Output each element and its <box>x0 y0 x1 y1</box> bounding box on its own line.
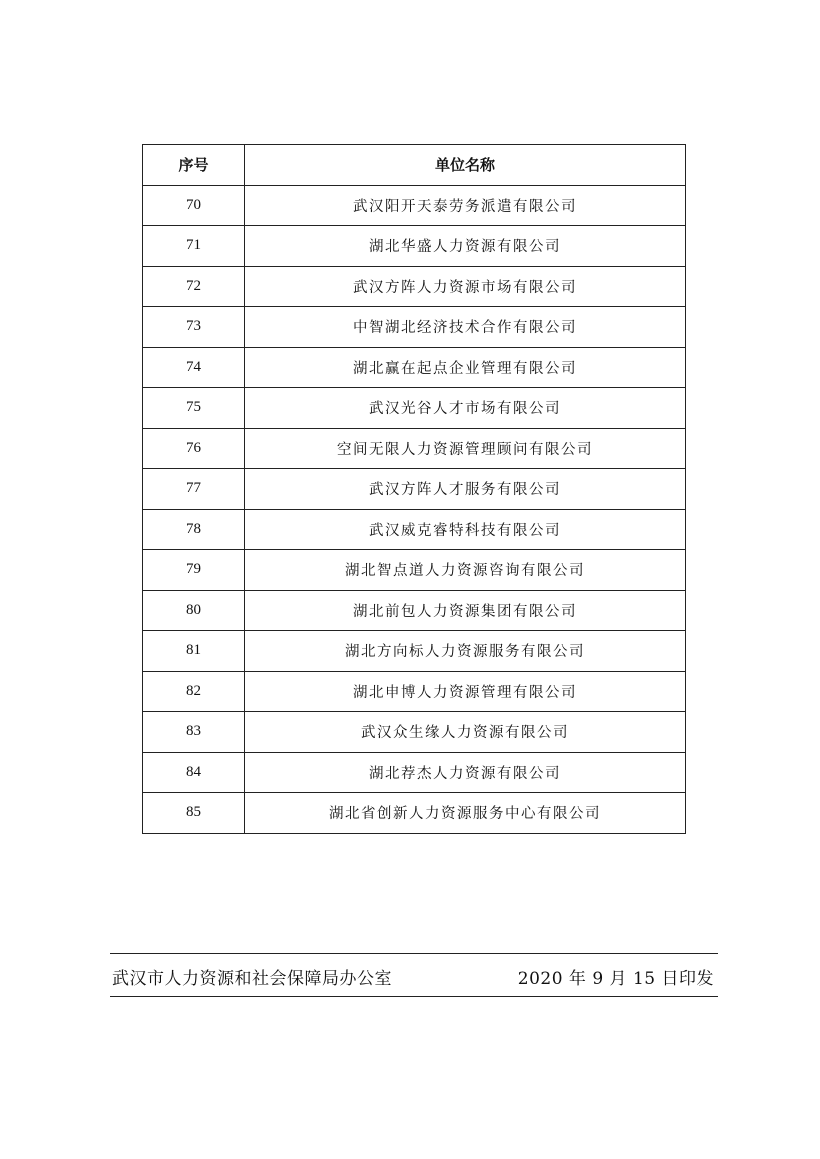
row-index: 76 <box>143 428 245 469</box>
row-unit-name: 武汉阳开天泰劳务派遣有限公司 <box>245 185 686 226</box>
unit-list-table <box>142 144 686 834</box>
table-row <box>143 550 686 591</box>
row-index: 84 <box>143 752 245 793</box>
row-unit-name: 湖北省创新人力资源服务中心有限公司 <box>245 793 686 834</box>
row-index: 75 <box>143 388 245 429</box>
row-unit-name: 湖北荐杰人力资源有限公司 <box>245 752 686 793</box>
table-row <box>143 793 686 834</box>
table-row <box>143 347 686 388</box>
table-row <box>143 712 686 753</box>
table-row <box>143 266 686 307</box>
row-index: 85 <box>143 793 245 834</box>
unit-list-table-container <box>142 144 685 834</box>
row-index: 74 <box>143 347 245 388</box>
row-unit-name: 湖北华盛人力资源有限公司 <box>245 226 686 267</box>
row-unit-name: 武汉方阵人力资源市场有限公司 <box>245 266 686 307</box>
row-index: 70 <box>143 185 245 226</box>
row-index: 77 <box>143 469 245 510</box>
table-row <box>143 185 686 226</box>
row-unit-name: 湖北赢在起点企业管理有限公司 <box>245 347 686 388</box>
row-unit-name: 空间无限人力资源管理顾问有限公司 <box>245 428 686 469</box>
issuing-footer <box>110 953 718 997</box>
row-unit-name: 湖北申博人力资源管理有限公司 <box>245 671 686 712</box>
row-unit-name: 武汉方阵人才服务有限公司 <box>245 469 686 510</box>
row-index: 82 <box>143 671 245 712</box>
row-index: 72 <box>143 266 245 307</box>
table-row <box>143 469 686 510</box>
table-row <box>143 590 686 631</box>
row-index: 78 <box>143 509 245 550</box>
table-row <box>143 671 686 712</box>
column-header-unit-name: 单位名称 <box>245 145 686 186</box>
row-index: 73 <box>143 307 245 348</box>
table-row <box>143 307 686 348</box>
issuing-office: 武汉市人力资源和社会保障局办公室 <box>112 969 392 989</box>
column-header-index: 序号 <box>143 145 245 186</box>
row-index: 71 <box>143 226 245 267</box>
row-index: 81 <box>143 631 245 672</box>
row-unit-name: 武汉光谷人才市场有限公司 <box>245 388 686 429</box>
row-unit-name: 中智湖北经济技术合作有限公司 <box>245 307 686 348</box>
row-unit-name: 湖北智点道人力资源咨询有限公司 <box>245 550 686 591</box>
table-row <box>143 428 686 469</box>
row-unit-name: 武汉众生缘人力资源有限公司 <box>245 712 686 753</box>
row-index: 83 <box>143 712 245 753</box>
issue-date: 2020 年 9 月 15 日印发 <box>517 969 714 989</box>
row-unit-name: 武汉威克睿特科技有限公司 <box>245 509 686 550</box>
row-index: 79 <box>143 550 245 591</box>
row-index: 80 <box>143 590 245 631</box>
row-unit-name: 湖北方向标人力资源服务有限公司 <box>245 631 686 672</box>
table-row <box>143 509 686 550</box>
row-unit-name: 湖北前包人力资源集团有限公司 <box>245 590 686 631</box>
table-row <box>143 752 686 793</box>
table-row <box>143 388 686 429</box>
table-row <box>143 631 686 672</box>
table-header-row <box>143 145 686 186</box>
table-row <box>143 226 686 267</box>
